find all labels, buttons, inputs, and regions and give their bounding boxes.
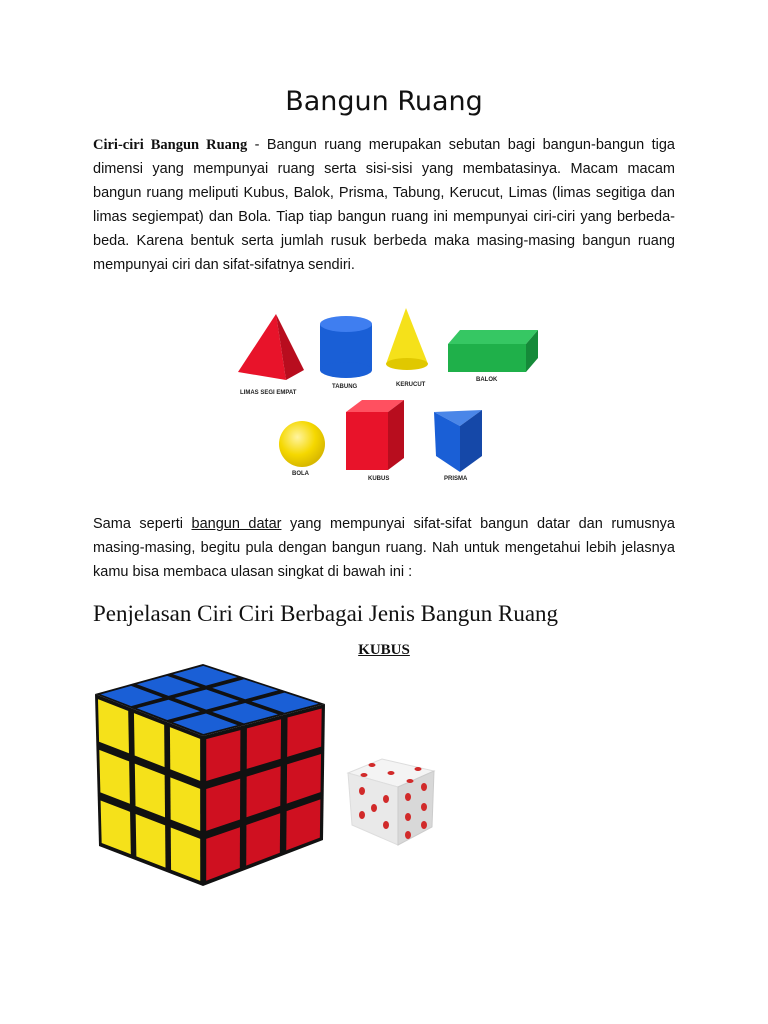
cone-shape [386,308,428,370]
section-heading: Penjelasan Ciri Ciri Berbagai Jenis Bangun Ruang [93,601,559,626]
label-bola: BOLA [292,471,309,477]
label-balok: BALOK [476,377,498,383]
intro-lead: Ciri-ciri Bangun Ruang [93,137,248,153]
intro-paragraph [93,133,675,277]
kubus-heading: KUBUS [358,642,410,658]
label-tabung: TABUNG [332,384,358,390]
sphere-shape [279,421,325,467]
shapes-figure [228,300,548,490]
para2-after: yang mempunyai sifat-sifat bangun datar dan rumusnya masing-masing, begitu pula dengan bangun ruang. Nah untuk mengetahui lebih jelasnya kamu bisa membaca ulasan singkat di bawah ini : [93,516,675,580]
label-kerucut: KERUCUT [396,382,426,388]
dice-image [344,753,438,849]
pyramid-shape [238,314,304,380]
label-kubus: KUBUS [368,476,390,482]
label-prisma: PRISMA [444,476,468,482]
label-limas: LIMAS SEGI EMPAT [240,390,297,396]
cylinder-shape [320,316,372,378]
cuboid-shape [448,330,538,372]
rubiks-cube-image [95,664,327,890]
prism-shape [434,410,482,472]
cube-shape [346,400,404,470]
intro-body: - Bangun ruang merupakan sebutan bagi bangun-bangun tiga dimensi yang mempunyai ruang serta sisi-sisi yang membatasinya. Macam macam bangun ruang meliputi Kubus, Balok, Prisma, Tabung, Kerucut, Limas (limas segitiga dan limas segiempat) dan Bola. Tiap tiap bangun ruang ini mempunyai ciri-ciri yang berbeda-beda. Karena bentuk serta jumlah rusuk berbeda maka masing-masing bangun ruang mempunyai ciri dan sifat-sifatnya sendiri. [93,137,675,273]
second-paragraph [93,512,675,584]
page-title: Bangun Ruang [285,86,483,117]
para2-before: Sama seperti [93,516,192,532]
bangun-datar-link[interactable]: bangun datar [191,516,282,532]
